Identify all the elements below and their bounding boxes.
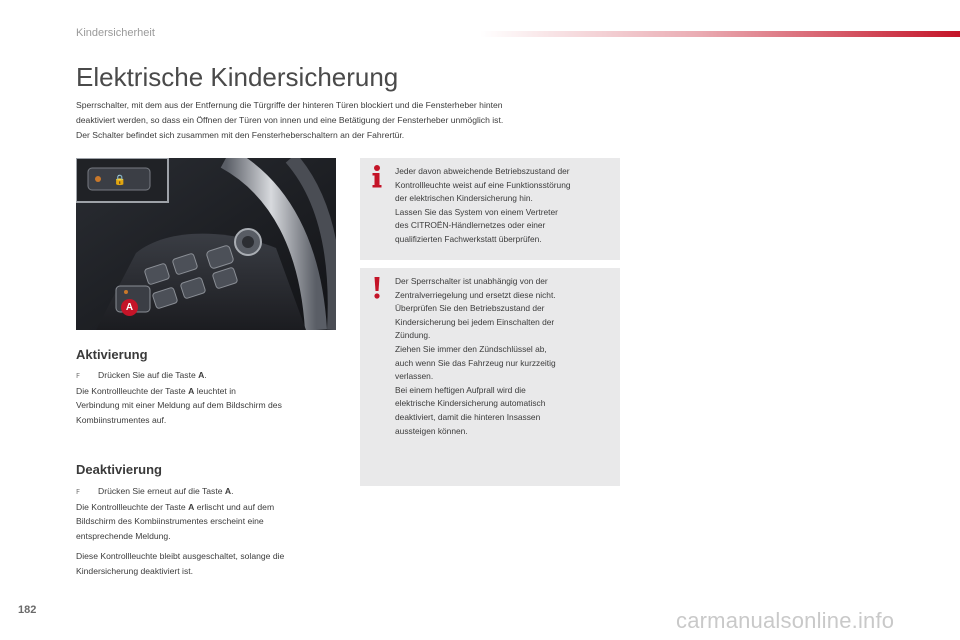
deactivation-heading: Deaktivierung: [76, 462, 162, 477]
activation-result-text: Die Kontrollleuchte der Taste: [76, 385, 189, 396]
deactivation-result-line: Bildschirm des Kombiinstrumentes erscheint eine: [76, 516, 264, 526]
bullet-icon: F: [76, 488, 81, 496]
info-line: Kontrollleuchte weist auf eine Funktionsstörung: [395, 179, 571, 190]
activation-step: [76, 368, 338, 384]
intro-text: [76, 98, 616, 143]
warning-line: Kindersicherung bei jedem Einschalten der: [395, 316, 555, 327]
info-text: [395, 165, 615, 247]
callout-a-marker: [121, 299, 138, 316]
activation-step-end: .: [204, 370, 207, 380]
door-switch-photo: [76, 158, 336, 330]
activation-result-line: Verbindung mit einer Meldung auf dem Bildschirm des: [76, 400, 282, 410]
deactivation-note-line: Diese Kontrollleuchte bleibt ausgeschaltet, solange die: [76, 551, 285, 561]
deactivation-result: [76, 500, 338, 515]
deactivation-step-end: .: [231, 486, 234, 496]
intro-line: deaktiviert werden, so dass ein Öffnen der Türen von innen und eine Betätigung der Fensterheber unmöglich ist.: [76, 115, 504, 125]
warning-line: Bei einem heftigen Aufprall wird die: [395, 384, 526, 395]
callout-a-label: A: [125, 302, 134, 313]
deactivation-step: [76, 484, 338, 500]
activation-text: [76, 368, 338, 427]
activation-heading: Aktivierung: [76, 347, 148, 362]
warning-text: [395, 275, 615, 438]
warning-line: elektrische Kindersicherung automatisch: [395, 398, 546, 409]
svg-text:🔒: 🔒: [113, 175, 127, 186]
info-line: Lassen Sie das System von einem Vertreter: [395, 206, 558, 217]
warning-box: [360, 268, 620, 486]
info-icon: [366, 164, 388, 190]
activation-step-text: Drücken Sie auf die Taste: [98, 370, 199, 380]
deactivation-result-line: entsprechende Meldung.: [76, 530, 171, 541]
key-a: A: [198, 370, 205, 380]
header-section-title: Kindersicherheit: [76, 27, 155, 39]
page-number: 182: [18, 604, 37, 616]
activation-result-line: Kombiinstrumentes auf.: [76, 414, 167, 425]
intro-line: Sperrschalter, mit dem aus der Entfernung die Türgriffe der hinteren Türen blockiert und die Fensterheber hinten: [76, 100, 503, 110]
warning-line: auch wenn Sie das Fahrzeug nur kurzzeitig: [395, 357, 556, 368]
warning-line: aussteigen können.: [395, 425, 468, 436]
warning-line: Zentralverriegelung und ersetzt diese nicht.: [395, 289, 556, 300]
warning-line: verlassen.: [395, 371, 434, 382]
info-line: des CITROËN-Händlernetzes oder einer: [395, 220, 546, 231]
warning-line: Zündung.: [395, 330, 431, 341]
deactivation-step-text: Drücken Sie erneut auf die Taste: [98, 486, 225, 496]
key-a: A: [188, 501, 195, 512]
info-box: [360, 158, 620, 260]
info-line: qualifizierten Fachwerkstatt überprüfen.: [395, 233, 542, 244]
watermark: carmanualsonline.info: [676, 608, 895, 633]
activation-result: [76, 384, 338, 399]
deactivation-text: [76, 484, 338, 578]
bullet-icon: F: [76, 372, 81, 380]
activation-result-end: leuchtet in: [194, 385, 236, 396]
page-title: Elektrische Kindersicherung: [76, 62, 399, 92]
deactivation-result-text: Die Kontrollleuchte der Taste: [76, 501, 189, 512]
info-line: Jeder davon abweichende Betriebszustand der: [395, 166, 570, 176]
deactivation-note-line: Kindersicherung deaktiviert ist.: [76, 565, 194, 576]
intro-line: Der Schalter befindet sich zusammen mit den Fensterheberschaltern an der Fahrertür.: [76, 130, 405, 140]
warning-line: deaktiviert, damit die hinteren Insassen: [395, 411, 541, 422]
exclamation-icon: [366, 274, 388, 300]
header-accent-bar: [480, 31, 960, 37]
warning-line: Der Sperrschalter ist unabhängig von der: [395, 276, 548, 286]
key-a: A: [224, 486, 232, 496]
warning-line: Ziehen Sie immer den Zündschlüssel ab,: [395, 343, 547, 354]
deactivation-result-end: erlischt und auf dem: [194, 501, 275, 512]
info-line: der elektrischen Kindersicherung hin.: [395, 193, 533, 204]
warning-line: Überprüfen Sie den Betriebszustand der: [395, 303, 545, 314]
key-a: A: [188, 385, 195, 396]
